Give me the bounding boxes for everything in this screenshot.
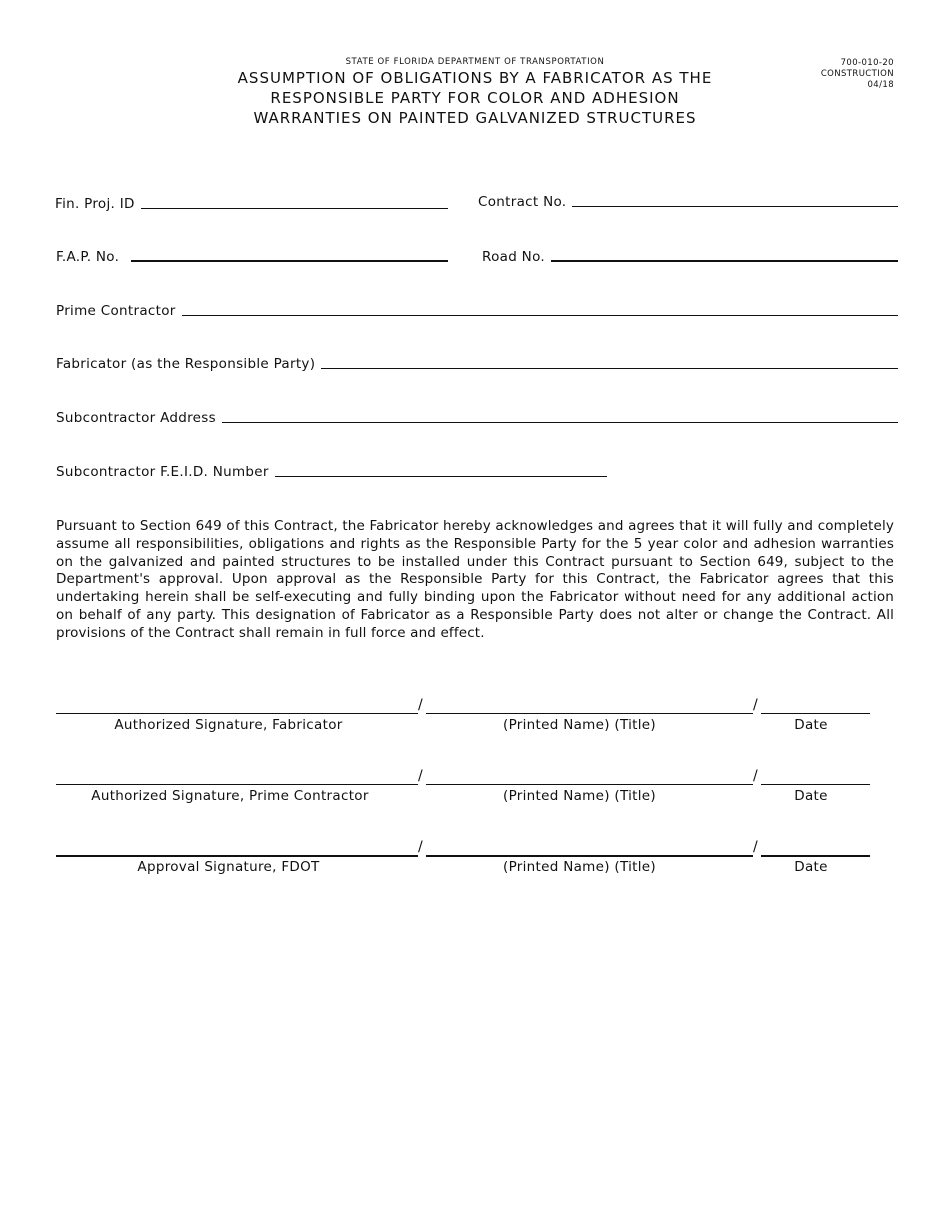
- form-number: 700-010-20: [840, 58, 894, 68]
- form-identifier: [821, 58, 894, 91]
- signature-row-prime-contractor: [56, 770, 870, 810]
- fin-proj-id-field[interactable]: [55, 196, 448, 212]
- fap-no-field[interactable]: [56, 249, 448, 265]
- fabricator-label: Fabricator (as the Responsible Party): [56, 356, 316, 372]
- prime-contractor-signature-line[interactable]: [56, 770, 418, 785]
- form-category: CONSTRUCTION: [820, 69, 894, 79]
- title-line-2: RESPONSIBLE PARTY FOR COLOR AND ADHESION: [270, 89, 680, 107]
- road-no-field[interactable]: [482, 249, 898, 265]
- prime-contractor-input-line[interactable]: [182, 314, 898, 316]
- separator: /: [753, 839, 758, 855]
- separator: /: [753, 768, 758, 784]
- title-line-3: WARRANTIES ON PAINTED GALVANIZED STRUCTURES: [253, 109, 697, 127]
- fdot-signature-caption: Approval Signature, FDOT: [137, 859, 320, 875]
- separator: /: [753, 697, 758, 713]
- prime-contractor-signature-caption: Authorized Signature, Prime Contractor: [91, 788, 369, 804]
- fabricator-input-line[interactable]: [321, 367, 898, 369]
- fdot-date-line[interactable]: [761, 841, 870, 857]
- road-no-input-line[interactable]: [551, 259, 898, 262]
- prime-contractor-date-line[interactable]: [761, 770, 870, 785]
- fdot-printed-name-line[interactable]: [426, 841, 753, 857]
- contract-no-field[interactable]: [478, 194, 898, 210]
- subcontractor-address-input-line[interactable]: [222, 421, 898, 423]
- subcontractor-address-label: Subcontractor Address: [56, 410, 216, 426]
- subcontractor-feid-label: Subcontractor F.E.I.D. Number: [56, 464, 269, 480]
- date-caption: Date: [794, 859, 828, 875]
- form-title: [200, 68, 750, 128]
- fap-no-input-line[interactable]: [131, 259, 448, 262]
- form-revision: 04/18: [867, 80, 894, 90]
- fabricator-date-line[interactable]: [761, 699, 870, 714]
- prime-contractor-field[interactable]: [56, 303, 898, 319]
- date-caption: Date: [794, 788, 828, 804]
- printed-name-title-caption: (Printed Name) (Title): [503, 788, 656, 804]
- prime-contractor-printed-name-line[interactable]: [426, 770, 753, 785]
- road-no-label: Road No.: [482, 249, 545, 265]
- agreement-paragraph: Pursuant to Section 649 of this Contract, the Fabricator hereby acknowledges and agrees that it will fully and completely assume all responsibilities, obligations and rights as the Responsible Party for the 5 year color and adhesion warranties on the galvanized and painted structures to be installed under this Contract pursuant to Section 649, subject to the Department's approval. Upon approval as the Responsible Party for this Contract, the Fabricator agrees that this undertaking herein shall be self-executing and fully binding upon the Fabricator without need for any additional action on behalf of any party. This designation of Fabricator as a Responsible Party does not alter or change the Contract. All provisions of the Contract shall remain in full force and effect.: [56, 518, 894, 641]
- subcontractor-address-field[interactable]: [56, 410, 898, 426]
- prime-contractor-label: Prime Contractor: [56, 303, 176, 319]
- fabricator-field[interactable]: [56, 356, 898, 372]
- fin-proj-id-input-line[interactable]: [141, 207, 448, 209]
- fdot-signature-line[interactable]: [56, 841, 418, 857]
- contract-no-input-line[interactable]: [572, 205, 898, 207]
- subcontractor-feid-field[interactable]: [56, 464, 607, 480]
- signature-row-fdot: [56, 841, 870, 881]
- printed-name-title-caption: (Printed Name) (Title): [503, 717, 656, 733]
- contract-no-label: Contract No.: [478, 194, 567, 210]
- separator: /: [418, 768, 423, 784]
- printed-name-title-caption: (Printed Name) (Title): [503, 859, 656, 875]
- fap-no-label: F.A.P. No.: [56, 249, 120, 265]
- signature-row-fabricator: [56, 699, 870, 739]
- subcontractor-feid-input-line[interactable]: [275, 475, 607, 477]
- separator: /: [418, 697, 423, 713]
- separator: /: [418, 839, 423, 855]
- fabricator-signature-caption: Authorized Signature, Fabricator: [114, 717, 343, 733]
- date-caption: Date: [794, 717, 828, 733]
- fabricator-printed-name-line[interactable]: [426, 699, 753, 714]
- fabricator-signature-line[interactable]: [56, 699, 418, 714]
- agency-name: STATE OF FLORIDA DEPARTMENT OF TRANSPORTATION: [345, 57, 605, 67]
- title-line-1: ASSUMPTION OF OBLIGATIONS BY A FABRICATOR AS THE: [237, 69, 713, 87]
- fin-proj-id-label: Fin. Proj. ID: [55, 196, 135, 212]
